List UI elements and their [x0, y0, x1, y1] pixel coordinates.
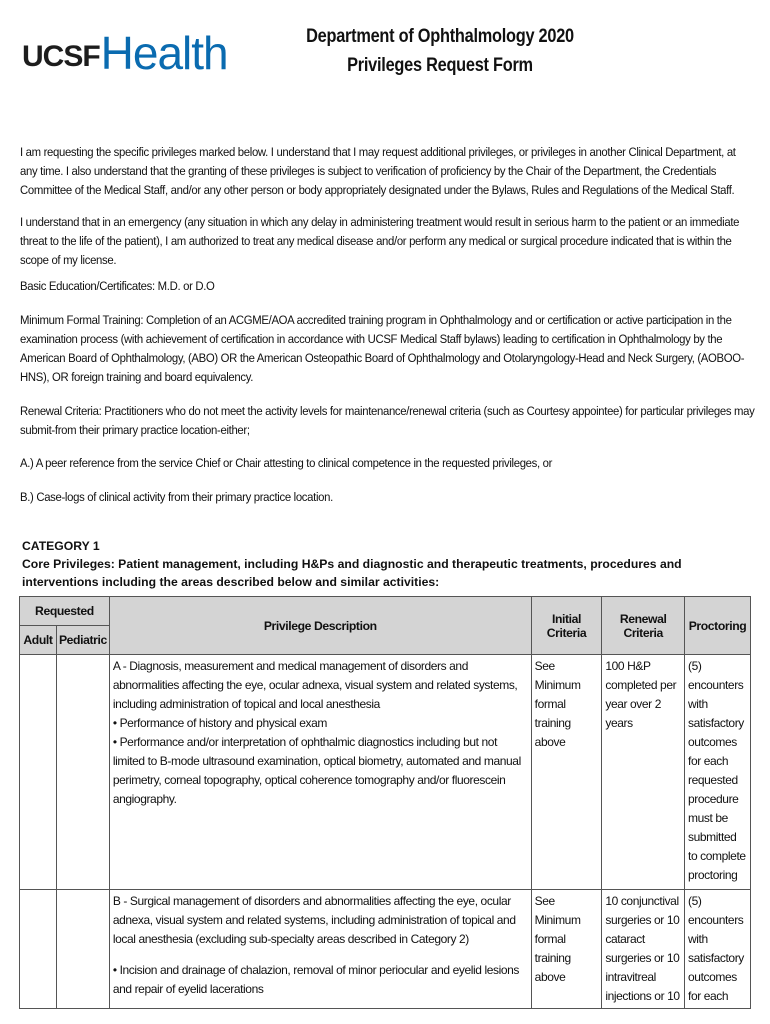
- education-requirement: Basic Education/Certificates: M.D. or D.O: [20, 279, 215, 293]
- renewal-criteria: Renewal Criteria: Practitioners who do not meet the activity levels for maintenance/renewal criteria (such as Courtesy appointee) for particular privileges may submit-from their primary practice location-either;: [20, 404, 755, 437]
- privileges-table: [19, 596, 751, 1009]
- form-title-line2: Privileges Request Form: [347, 55, 533, 76]
- table-row: [20, 655, 751, 890]
- renewal-option-b: B.) Case-logs of clinical activity from their primary practice location.: [20, 490, 333, 504]
- category-description: Core Privileges: Patient management, including H&Ps and diagnostic and therapeutic treatments, procedures and interventions including the areas described below and similar activities:: [22, 557, 682, 589]
- privilege-description-cell: [109, 655, 531, 890]
- privilege-main-text: A - Diagnosis, measurement and medical management of disorders and abnormalities affecting the eye, ocular adnexa, visual system and related systems, including administration of topical and local anesthesia: [112, 659, 518, 711]
- proctoring-cell: (5) encounters with satisfactory outcomes for each requested procedure must be submitted to complete proctoring: [685, 655, 751, 890]
- category-title: CATEGORY 1: [22, 539, 100, 553]
- header-privilege-description: Privilege Description: [109, 597, 531, 655]
- privilege-bullet: • Performance of history and physical exam: [112, 716, 327, 730]
- initial-criteria-cell: See Minimum formal training above: [531, 890, 602, 1009]
- pediatric-checkbox-cell[interactable]: [56, 890, 109, 1009]
- header-requested: Requested: [20, 597, 110, 626]
- privilege-bullet: • Performance and/or interpretation of ophthalmic diagnostics including but not limited to B-mode ultrasound examination, optical biometry, automated and manual perimetry, corneal topography, optical coherence tomography and/or fluorescein angiography.: [112, 735, 521, 806]
- proctoring-cell: (5) encounters with satisfactory outcomes for each: [685, 890, 751, 1009]
- header-proctoring: Proctoring: [685, 597, 751, 655]
- ucsf-health-logo: [22, 24, 228, 79]
- header-adult: Adult: [20, 626, 57, 655]
- table-row: [20, 890, 751, 1009]
- privilege-description-cell: [109, 890, 531, 1009]
- logo-ucsf-text: UCSF: [22, 40, 100, 73]
- adult-checkbox-cell[interactable]: [20, 890, 57, 1009]
- renewal-option-a: A.) A peer reference from the service Chief or Chair attesting to clinical competence in the requested privileges, or: [20, 456, 553, 470]
- pediatric-checkbox-cell[interactable]: [56, 655, 109, 890]
- header-pediatric: Pediatric: [56, 626, 109, 655]
- table-header-row: [20, 597, 751, 626]
- paragraph-gap: [113, 949, 528, 961]
- privilege-bullet: • Incision and drainage of chalazion, removal of minor periocular and eyelid lesions and repair of eyelid lacerations: [112, 963, 520, 996]
- intro-paragraph-2: I understand that in an emergency (any situation in which any delay in administering treatment would result in serious harm to the patient or an immediate threat to the life of the patient), I am authorized to treat any medical disease and/or perform any medical or surgical procedure indicated that is within the scope of my license.: [20, 215, 740, 267]
- initial-criteria-cell: See Minimum formal training above: [531, 655, 602, 890]
- privilege-main-text: B - Surgical management of disorders and abnormalities affecting the eye, ocular adnexa, visual system and related systems, including administration of topical and local anesthesia (excluding sub-specialty areas described in Category 2): [112, 894, 516, 946]
- training-requirement: Minimum Formal Training: Completion of an ACGME/AOA accredited training program in Ophthalmology and or certification or active participation in the examination process (with achievement of certification in accordance with UCSF Medical Staff bylaws) leading to certification in Ophthalmology by the American Board of Ophthalmology, (ABO) OR the American Osteopathic Board of Ophthalmology and Otolaryngology-Head and Neck Surgery, (AOBOO-HNS), OR foreign training and board equivalency.: [20, 313, 745, 384]
- renewal-criteria-cell: 10 conjunctival surgeries or 10 cataract surgeries or 10 intravitreal injections or 10: [602, 890, 685, 1009]
- renewal-criteria-cell: 100 H&P completed per year over 2 years: [602, 655, 685, 890]
- form-title-line1: Department of Ophthalmology 2020: [306, 26, 574, 47]
- logo-health-text: Health: [100, 27, 228, 79]
- header-renewal-criteria: Renewal Criteria: [602, 597, 685, 655]
- intro-paragraph-1: I am requesting the specific privileges marked below. I understand that I may request additional privileges, or privileges in another Clinical Department, at any time. I also understand that the granting of these privileges is subject to verification of proficiency by the Chair of the Department, the Credentials Committee of the Medical Staff, and/or any other person or body appropriately designated under the Bylaws, Rules and Regulations of the Medical Staff.: [20, 145, 736, 197]
- header-initial-criteria: Initial Criteria: [531, 597, 602, 655]
- adult-checkbox-cell[interactable]: [20, 655, 57, 890]
